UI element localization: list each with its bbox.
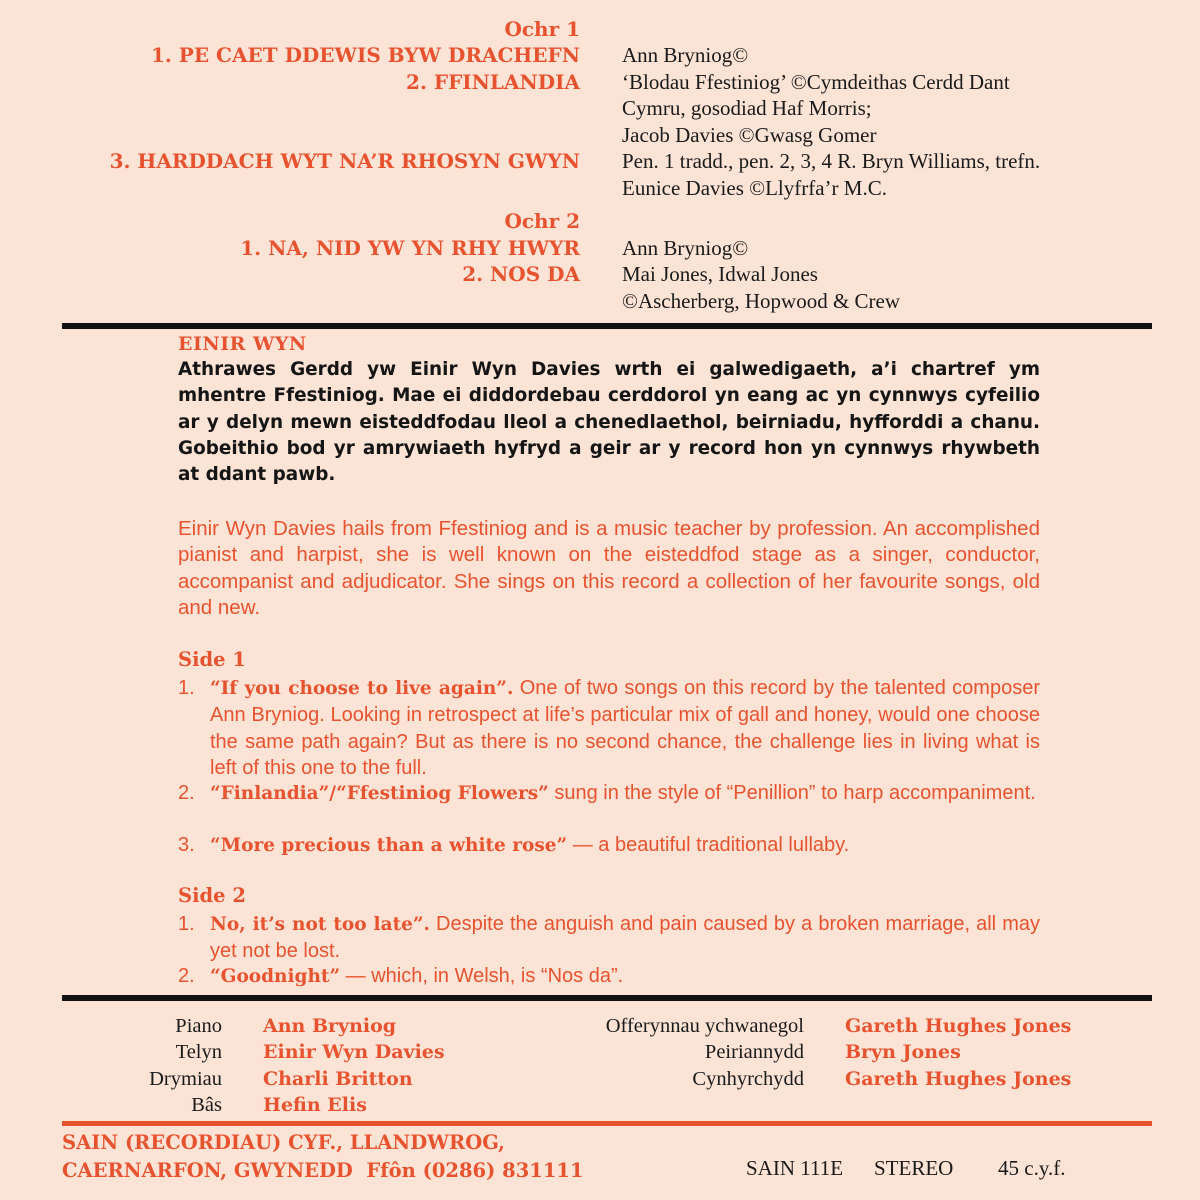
personnel-role: Cynhyrchydd — [692, 1068, 804, 1090]
note-number: 1. — [178, 913, 195, 935]
notes-side2-heading: Side 2 — [178, 884, 246, 907]
divider-bottom — [62, 1121, 1152, 1126]
note-number: 1. — [178, 677, 195, 699]
address-town: CAERNARFON, GWYNEDD — [62, 1159, 353, 1182]
side1-credit-4: Jacob Davies ©Gwasg Gomer — [622, 123, 877, 147]
note-number: 2. — [178, 782, 195, 804]
label-address — [62, 1129, 584, 1185]
address-line-1: SAIN (RECORDIAU) CYF., LLANDWROG, — [62, 1131, 505, 1154]
personnel-role: Bâs — [191, 1094, 222, 1116]
note-text: — which, in Welsh, is “Nos da”. — [340, 965, 624, 987]
side2-credit-3: ©Ascherberg, Hopwood & Crew — [622, 289, 901, 313]
personnel-name: Hefin Elis — [263, 1094, 367, 1116]
divider-middle — [62, 995, 1152, 1001]
personnel-role: Offerynnau ychwanegol — [605, 1015, 804, 1037]
note-text: One of two songs on this record by the talented composer Ann Bryniog. Looking in retrospect at life’s particular mix of gall and honey, would one choose the same path again? But as there is no second chance, the challenge lies in living what is left of this one to the full. — [210, 677, 1040, 779]
note-title: “More precious than a white rose” — [210, 835, 568, 856]
note-side2-2 — [178, 963, 1040, 990]
note-side1-2 — [178, 780, 1040, 807]
side1-track-1: 1. PE CAET DDEWIS BYW DRACHEFN — [150, 43, 580, 67]
personnel-name: Charli Britton — [263, 1068, 413, 1090]
side2-credit-2: Mai Jones, Idwal Jones — [622, 262, 818, 286]
address-line-2 — [62, 1157, 584, 1185]
bio-title: EINIR WYN — [178, 333, 307, 355]
personnel-name: Ann Bryniog — [263, 1015, 397, 1037]
note-title: No, it’s not too late”. — [210, 914, 430, 935]
side1-track-2: 2. FFINLANDIA — [406, 70, 580, 94]
personnel-role: Peiriannydd — [704, 1041, 804, 1063]
note-title: “If you choose to live again”. — [210, 678, 514, 699]
personnel-role: Telyn — [175, 1041, 222, 1063]
personnel-name: Gareth Hughes Jones — [845, 1068, 1072, 1090]
note-number: 3. — [178, 834, 195, 856]
side1-credit-6: Eunice Davies ©Llyfrfa’r M.C. — [622, 176, 887, 200]
note-number: 2. — [178, 965, 195, 987]
personnel-name: Gareth Hughes Jones — [845, 1015, 1072, 1037]
notes-side1-heading: Side 1 — [178, 648, 246, 671]
divider-top — [62, 323, 1152, 329]
note-side1-1 — [178, 675, 1040, 781]
personnel-name: Bryn Jones — [845, 1041, 961, 1063]
catalog-number: SAIN 111E — [746, 1156, 844, 1180]
personnel-role: Drymiau — [149, 1068, 222, 1090]
bio-welsh: Athrawes Gerdd yw Einir Wyn Davies wrth ei galwedigaeth, a’i chartref ym mhentre Ffestiniog. Mae ei diddordebau cerddorol yn eang ac yn cynnwys cyfeilio ar y delyn mewn eisteddfodau lleol a chenedlaethol, beirniadu, hyfforddi a chanu. Gobeithio bod yr amrywiaeth hyfryd a geir ar y record hon yn cynnwys rhywbeth at ddant pawb. — [178, 359, 1040, 486]
speed-label: 45 c.y.f. — [998, 1156, 1066, 1180]
side1-credit-3: Cymru, gosodiad Haf Morris; — [622, 96, 872, 120]
side2-credit-1: Ann Bryniog© — [622, 236, 749, 260]
side1-track-3: 3. HARDDACH WYT NA’R RHOSYN GWYN — [109, 149, 580, 173]
note-title: “Goodnight” — [210, 966, 341, 987]
note-text: sung in the style of “Penillion” to harp accompaniment. — [548, 782, 1036, 804]
personnel-name: Einir Wyn Davies — [263, 1041, 445, 1063]
side1-heading: Ochr 1 — [504, 17, 580, 41]
note-title: “Finlandia”/“Ffestiniog Flowers” — [210, 783, 549, 804]
bio-english: Einir Wyn Davies hails from Ffestiniog and is a music teacher by profession. An accomplished pianist and harpist, she is well known on the eisteddfod stage as a singer, conductor, accompanist and adjudicator. She sings on this record a collection of her favourite songs, old and new. — [178, 517, 1040, 619]
address-phone: Ffôn (0286) 831111 — [366, 1159, 584, 1182]
side2-track-2: 2. NOS DA — [462, 262, 580, 286]
note-side1-3 — [178, 832, 1040, 859]
note-text: Despite the anguish and pain caused by a broken marriage, all may yet not be lost. — [210, 913, 1040, 963]
side2-track-1: 1. NA, NID YW YN RHY HWYR — [240, 236, 580, 260]
format-label: STEREO — [874, 1156, 954, 1180]
personnel-role: Piano — [175, 1015, 222, 1037]
side1-credit-2: ‘Blodau Ffestiniog’ ©Cymdeithas Cerdd Dant — [622, 70, 1010, 94]
side2-heading: Ochr 2 — [504, 209, 580, 233]
side1-credit-5: Pen. 1 tradd., pen. 2, 3, 4 R. Bryn Williams, trefn. — [622, 149, 1041, 173]
note-text: — a beautiful traditional lullaby. — [567, 834, 850, 856]
note-side2-1 — [178, 911, 1040, 965]
side1-credit-1: Ann Bryniog© — [622, 43, 749, 67]
